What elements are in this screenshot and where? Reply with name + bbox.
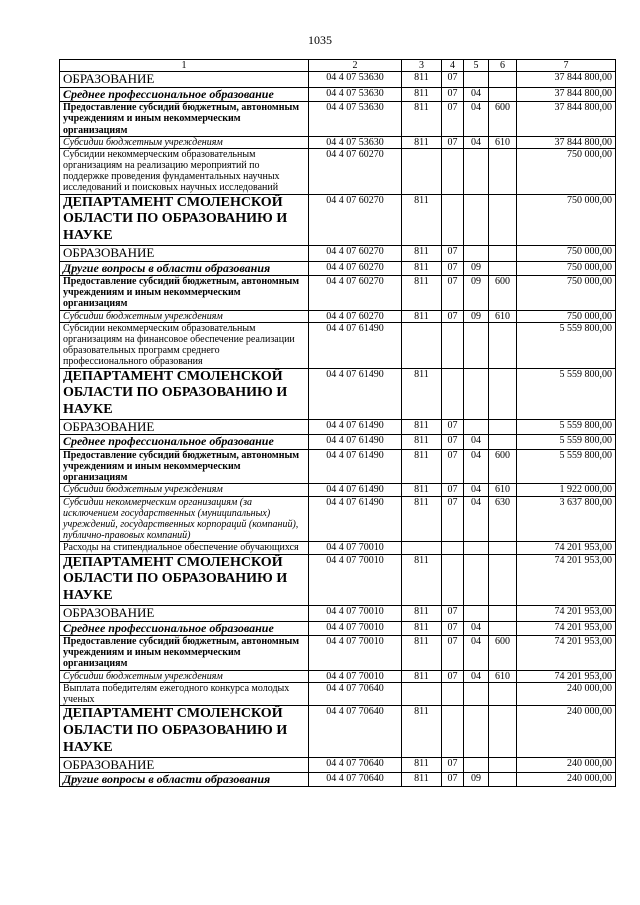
row-name-cell: ОБРАЗОВАНИЕ <box>60 419 309 435</box>
subsection-code-cell: 04 <box>464 136 489 148</box>
amount-cell: 3 637 800,00 <box>517 496 616 542</box>
target-code-cell: 04 4 07 61490 <box>309 496 402 542</box>
amount-cell: 74 201 953,00 <box>517 670 616 682</box>
amount-cell: 750 000,00 <box>517 310 616 322</box>
section-code-cell: 07 <box>442 310 464 322</box>
amount-cell: 240 000,00 <box>517 706 616 757</box>
section-code-cell <box>442 368 464 419</box>
expense-type-cell <box>489 542 517 554</box>
row-name-cell: ДЕПАРТАМЕНТ СМОЛЕНСКОЙ ОБЛАСТИ ПО ОБРАЗОВАНИЮ И НАУКЕ <box>60 194 309 245</box>
subsection-code-cell <box>464 419 489 435</box>
amount-cell: 750 000,00 <box>517 194 616 245</box>
target-code-cell: 04 4 07 70010 <box>309 554 402 605</box>
expense-type-cell <box>489 261 517 275</box>
row-name-cell: ОБРАЗОВАНИЕ <box>60 757 309 773</box>
row-name-cell: ДЕПАРТАМЕНТ СМОЛЕНСКОЙ ОБЛАСТИ ПО ОБРАЗОВАНИЮ И НАУКЕ <box>60 554 309 605</box>
expense-type-cell: 600 <box>489 449 517 484</box>
table-row <box>60 706 616 757</box>
table-row <box>60 261 616 275</box>
department-code-cell: 811 <box>402 368 442 419</box>
expense-type-cell: 600 <box>489 276 517 311</box>
department-code-cell: 811 <box>402 606 442 622</box>
table-row <box>60 136 616 148</box>
amount-cell: 5 559 800,00 <box>517 322 616 368</box>
amount-cell: 37 844 800,00 <box>517 87 616 101</box>
department-code-cell: 811 <box>402 670 442 682</box>
section-code-cell <box>442 706 464 757</box>
section-code-cell <box>442 542 464 554</box>
subsection-code-cell: 04 <box>464 635 489 670</box>
section-code-cell: 07 <box>442 102 464 137</box>
row-name-cell: Другие вопросы в области образования <box>60 261 309 275</box>
section-code-cell <box>442 148 464 194</box>
department-code-cell: 811 <box>402 484 442 496</box>
target-code-cell: 04 4 07 70010 <box>309 670 402 682</box>
table-row <box>60 670 616 682</box>
section-code-cell: 07 <box>442 449 464 484</box>
section-code-cell: 07 <box>442 621 464 635</box>
amount-cell: 37 844 800,00 <box>517 136 616 148</box>
section-code-cell: 07 <box>442 419 464 435</box>
subsection-code-cell <box>464 72 489 88</box>
amount-cell: 1 922 000,00 <box>517 484 616 496</box>
table-row <box>60 621 616 635</box>
subsection-code-cell: 04 <box>464 484 489 496</box>
column-header: 4 <box>442 60 464 72</box>
row-name-cell: Субсидии бюджетным учреждениям <box>60 136 309 148</box>
table-row <box>60 484 616 496</box>
expense-type-cell <box>489 757 517 773</box>
department-code-cell: 811 <box>402 102 442 137</box>
amount-cell: 74 201 953,00 <box>517 621 616 635</box>
expense-type-cell: 600 <box>489 102 517 137</box>
target-code-cell: 04 4 07 61490 <box>309 484 402 496</box>
amount-cell: 37 844 800,00 <box>517 72 616 88</box>
expense-type-cell <box>489 435 517 449</box>
row-name-cell: ОБРАЗОВАНИЕ <box>60 72 309 88</box>
subsection-code-cell <box>464 194 489 245</box>
subsection-code-cell: 09 <box>464 310 489 322</box>
target-code-cell: 04 4 07 70640 <box>309 773 402 787</box>
section-code-cell <box>442 322 464 368</box>
subsection-code-cell: 04 <box>464 496 489 542</box>
section-code-cell: 07 <box>442 261 464 275</box>
department-code-cell <box>402 322 442 368</box>
target-code-cell: 04 4 07 70640 <box>309 706 402 757</box>
column-header: 5 <box>464 60 489 72</box>
expense-type-cell <box>489 194 517 245</box>
target-code-cell: 04 4 07 70010 <box>309 542 402 554</box>
expense-type-cell: 610 <box>489 310 517 322</box>
amount-cell: 750 000,00 <box>517 276 616 311</box>
department-code-cell: 811 <box>402 635 442 670</box>
target-code-cell: 04 4 07 60270 <box>309 261 402 275</box>
row-name-cell: ОБРАЗОВАНИЕ <box>60 246 309 262</box>
table-row <box>60 542 616 554</box>
row-name-cell: ДЕПАРТАМЕНТ СМОЛЕНСКОЙ ОБЛАСТИ ПО ОБРАЗОВАНИЮ И НАУКЕ <box>60 368 309 419</box>
table-body <box>60 72 616 787</box>
column-header: 7 <box>517 60 616 72</box>
row-name-cell: Предоставление субсидий бюджетным, автономным учреждениям и иным некоммерческим организациям <box>60 449 309 484</box>
amount-cell: 74 201 953,00 <box>517 554 616 605</box>
table-row <box>60 102 616 137</box>
subsection-code-cell <box>464 322 489 368</box>
target-code-cell: 04 4 07 53630 <box>309 72 402 88</box>
amount-cell: 750 000,00 <box>517 261 616 275</box>
department-code-cell <box>402 682 442 705</box>
department-code-cell: 811 <box>402 87 442 101</box>
column-header: 3 <box>402 60 442 72</box>
section-code-cell: 07 <box>442 87 464 101</box>
target-code-cell: 04 4 07 61490 <box>309 435 402 449</box>
row-name-cell: Субсидии некоммерческим образовательным организациям на финансовое обеспечение реализации образовательных программ среднего профессионального образования <box>60 322 309 368</box>
expense-type-cell: 610 <box>489 670 517 682</box>
column-header: 6 <box>489 60 517 72</box>
section-code-cell: 07 <box>442 635 464 670</box>
table-row <box>60 682 616 705</box>
amount-cell: 750 000,00 <box>517 246 616 262</box>
table-row <box>60 635 616 670</box>
amount-cell: 240 000,00 <box>517 773 616 787</box>
department-code-cell: 811 <box>402 136 442 148</box>
table-row <box>60 419 616 435</box>
department-code-cell: 811 <box>402 496 442 542</box>
section-code-cell <box>442 682 464 705</box>
department-code-cell: 811 <box>402 554 442 605</box>
row-name-cell: Другие вопросы в области образования <box>60 773 309 787</box>
table-row <box>60 148 616 194</box>
table-row <box>60 757 616 773</box>
department-code-cell: 811 <box>402 419 442 435</box>
department-code-cell: 811 <box>402 194 442 245</box>
target-code-cell: 04 4 07 60270 <box>309 246 402 262</box>
expense-type-cell: 610 <box>489 136 517 148</box>
target-code-cell: 04 4 07 53630 <box>309 136 402 148</box>
amount-cell: 240 000,00 <box>517 757 616 773</box>
budget-table <box>59 59 616 787</box>
department-code-cell <box>402 542 442 554</box>
table-row <box>60 87 616 101</box>
amount-cell: 37 844 800,00 <box>517 102 616 137</box>
table-row <box>60 322 616 368</box>
subsection-code-cell <box>464 542 489 554</box>
section-code-cell: 07 <box>442 496 464 542</box>
expense-type-cell <box>489 419 517 435</box>
section-code-cell: 07 <box>442 606 464 622</box>
row-name-cell: Среднее профессиональное образование <box>60 435 309 449</box>
section-code-cell <box>442 554 464 605</box>
department-code-cell: 811 <box>402 72 442 88</box>
row-name-cell: Предоставление субсидий бюджетным, автономным учреждениям и иным некоммерческим организациям <box>60 102 309 137</box>
table-row <box>60 449 616 484</box>
expense-type-cell <box>489 246 517 262</box>
expense-type-cell <box>489 621 517 635</box>
target-code-cell: 04 4 07 61490 <box>309 449 402 484</box>
section-code-cell: 07 <box>442 246 464 262</box>
subsection-code-cell: 04 <box>464 621 489 635</box>
subsection-code-cell <box>464 148 489 194</box>
table-row <box>60 246 616 262</box>
expense-type-cell <box>489 148 517 194</box>
subsection-code-cell <box>464 368 489 419</box>
target-code-cell: 04 4 07 70640 <box>309 682 402 705</box>
section-code-cell: 07 <box>442 773 464 787</box>
table-row <box>60 435 616 449</box>
expense-type-cell <box>489 322 517 368</box>
section-code-cell: 07 <box>442 72 464 88</box>
section-code-cell: 07 <box>442 484 464 496</box>
row-name-cell: Предоставление субсидий бюджетным, автономным учреждениям и иным некоммерческим организациям <box>60 635 309 670</box>
row-name-cell: Субсидии бюджетным учреждениям <box>60 484 309 496</box>
expense-type-cell <box>489 706 517 757</box>
subsection-code-cell <box>464 606 489 622</box>
target-code-cell: 04 4 07 70010 <box>309 606 402 622</box>
subsection-code-cell <box>464 757 489 773</box>
row-name-cell: Предоставление субсидий бюджетным, автономным учреждениям и иным некоммерческим организациям <box>60 276 309 311</box>
table-row <box>60 194 616 245</box>
table-row <box>60 72 616 88</box>
subsection-code-cell: 04 <box>464 449 489 484</box>
subsection-code-cell: 04 <box>464 670 489 682</box>
section-code-cell <box>442 194 464 245</box>
section-code-cell: 07 <box>442 435 464 449</box>
target-code-cell: 04 4 07 70010 <box>309 635 402 670</box>
subsection-code-cell <box>464 706 489 757</box>
expense-type-cell <box>489 368 517 419</box>
department-code-cell: 811 <box>402 435 442 449</box>
subsection-code-cell: 09 <box>464 773 489 787</box>
target-code-cell: 04 4 07 53630 <box>309 102 402 137</box>
expense-type-cell: 600 <box>489 635 517 670</box>
row-name-cell: Субсидии бюджетным учреждениям <box>60 670 309 682</box>
amount-cell: 5 559 800,00 <box>517 449 616 484</box>
expense-type-cell <box>489 682 517 705</box>
department-code-cell: 811 <box>402 757 442 773</box>
target-code-cell: 04 4 07 70640 <box>309 757 402 773</box>
target-code-cell: 04 4 07 53630 <box>309 87 402 101</box>
department-code-cell: 811 <box>402 449 442 484</box>
target-code-cell: 04 4 07 61490 <box>309 322 402 368</box>
column-header: 2 <box>309 60 402 72</box>
table-row <box>60 606 616 622</box>
row-name-cell: Среднее профессиональное образование <box>60 621 309 635</box>
column-header: 1 <box>60 60 309 72</box>
subsection-code-cell: 09 <box>464 261 489 275</box>
department-code-cell: 811 <box>402 310 442 322</box>
table-row <box>60 496 616 542</box>
expense-type-cell: 630 <box>489 496 517 542</box>
target-code-cell: 04 4 07 70010 <box>309 621 402 635</box>
department-code-cell: 811 <box>402 773 442 787</box>
subsection-code-cell: 09 <box>464 276 489 311</box>
expense-type-cell <box>489 606 517 622</box>
target-code-cell: 04 4 07 60270 <box>309 148 402 194</box>
table-row <box>60 554 616 605</box>
row-name-cell: Расходы на стипендиальное обеспечение обучающихся <box>60 542 309 554</box>
expense-type-cell <box>489 87 517 101</box>
table-row <box>60 310 616 322</box>
amount-cell: 750 000,00 <box>517 148 616 194</box>
target-code-cell: 04 4 07 60270 <box>309 310 402 322</box>
amount-cell: 240 000,00 <box>517 682 616 705</box>
amount-cell: 74 201 953,00 <box>517 606 616 622</box>
expense-type-cell <box>489 773 517 787</box>
amount-cell: 74 201 953,00 <box>517 542 616 554</box>
section-code-cell: 07 <box>442 757 464 773</box>
department-code-cell: 811 <box>402 621 442 635</box>
section-code-cell: 07 <box>442 276 464 311</box>
subsection-code-cell: 04 <box>464 87 489 101</box>
table-row <box>60 276 616 311</box>
amount-cell: 5 559 800,00 <box>517 435 616 449</box>
amount-cell: 5 559 800,00 <box>517 419 616 435</box>
table-row <box>60 368 616 419</box>
department-code-cell: 811 <box>402 261 442 275</box>
row-name-cell: Субсидии некоммерческим образовательным организациям на реализацию мероприятий по поддержке проведения фундаментальных научных исследований и поисковых научных исследований <box>60 148 309 194</box>
subsection-code-cell <box>464 682 489 705</box>
row-name-cell: Субсидии некоммерческим организациям (за исключением государственных (муниципальных) учреждений, государственных корпораций (компаний), публично-правовых компаний) <box>60 496 309 542</box>
row-name-cell: ДЕПАРТАМЕНТ СМОЛЕНСКОЙ ОБЛАСТИ ПО ОБРАЗОВАНИЮ И НАУКЕ <box>60 706 309 757</box>
page-number: 1035 <box>308 33 332 47</box>
target-code-cell: 04 4 07 61490 <box>309 419 402 435</box>
expense-type-cell: 610 <box>489 484 517 496</box>
table-row <box>60 773 616 787</box>
target-code-cell: 04 4 07 60270 <box>309 194 402 245</box>
header-row <box>60 60 616 72</box>
section-code-cell: 07 <box>442 136 464 148</box>
department-code-cell: 811 <box>402 276 442 311</box>
amount-cell: 5 559 800,00 <box>517 368 616 419</box>
subsection-code-cell: 04 <box>464 102 489 137</box>
amount-cell: 74 201 953,00 <box>517 635 616 670</box>
department-code-cell <box>402 148 442 194</box>
expense-type-cell <box>489 554 517 605</box>
row-name-cell: Выплата победителям ежегодного конкурса молодых ученых <box>60 682 309 705</box>
subsection-code-cell <box>464 554 489 605</box>
subsection-code-cell: 04 <box>464 435 489 449</box>
department-code-cell: 811 <box>402 706 442 757</box>
target-code-cell: 04 4 07 61490 <box>309 368 402 419</box>
target-code-cell: 04 4 07 60270 <box>309 276 402 311</box>
row-name-cell: Субсидии бюджетным учреждениям <box>60 310 309 322</box>
row-name-cell: Среднее профессиональное образование <box>60 87 309 101</box>
expense-type-cell <box>489 72 517 88</box>
department-code-cell: 811 <box>402 246 442 262</box>
row-name-cell: ОБРАЗОВАНИЕ <box>60 606 309 622</box>
section-code-cell: 07 <box>442 670 464 682</box>
subsection-code-cell <box>464 246 489 262</box>
